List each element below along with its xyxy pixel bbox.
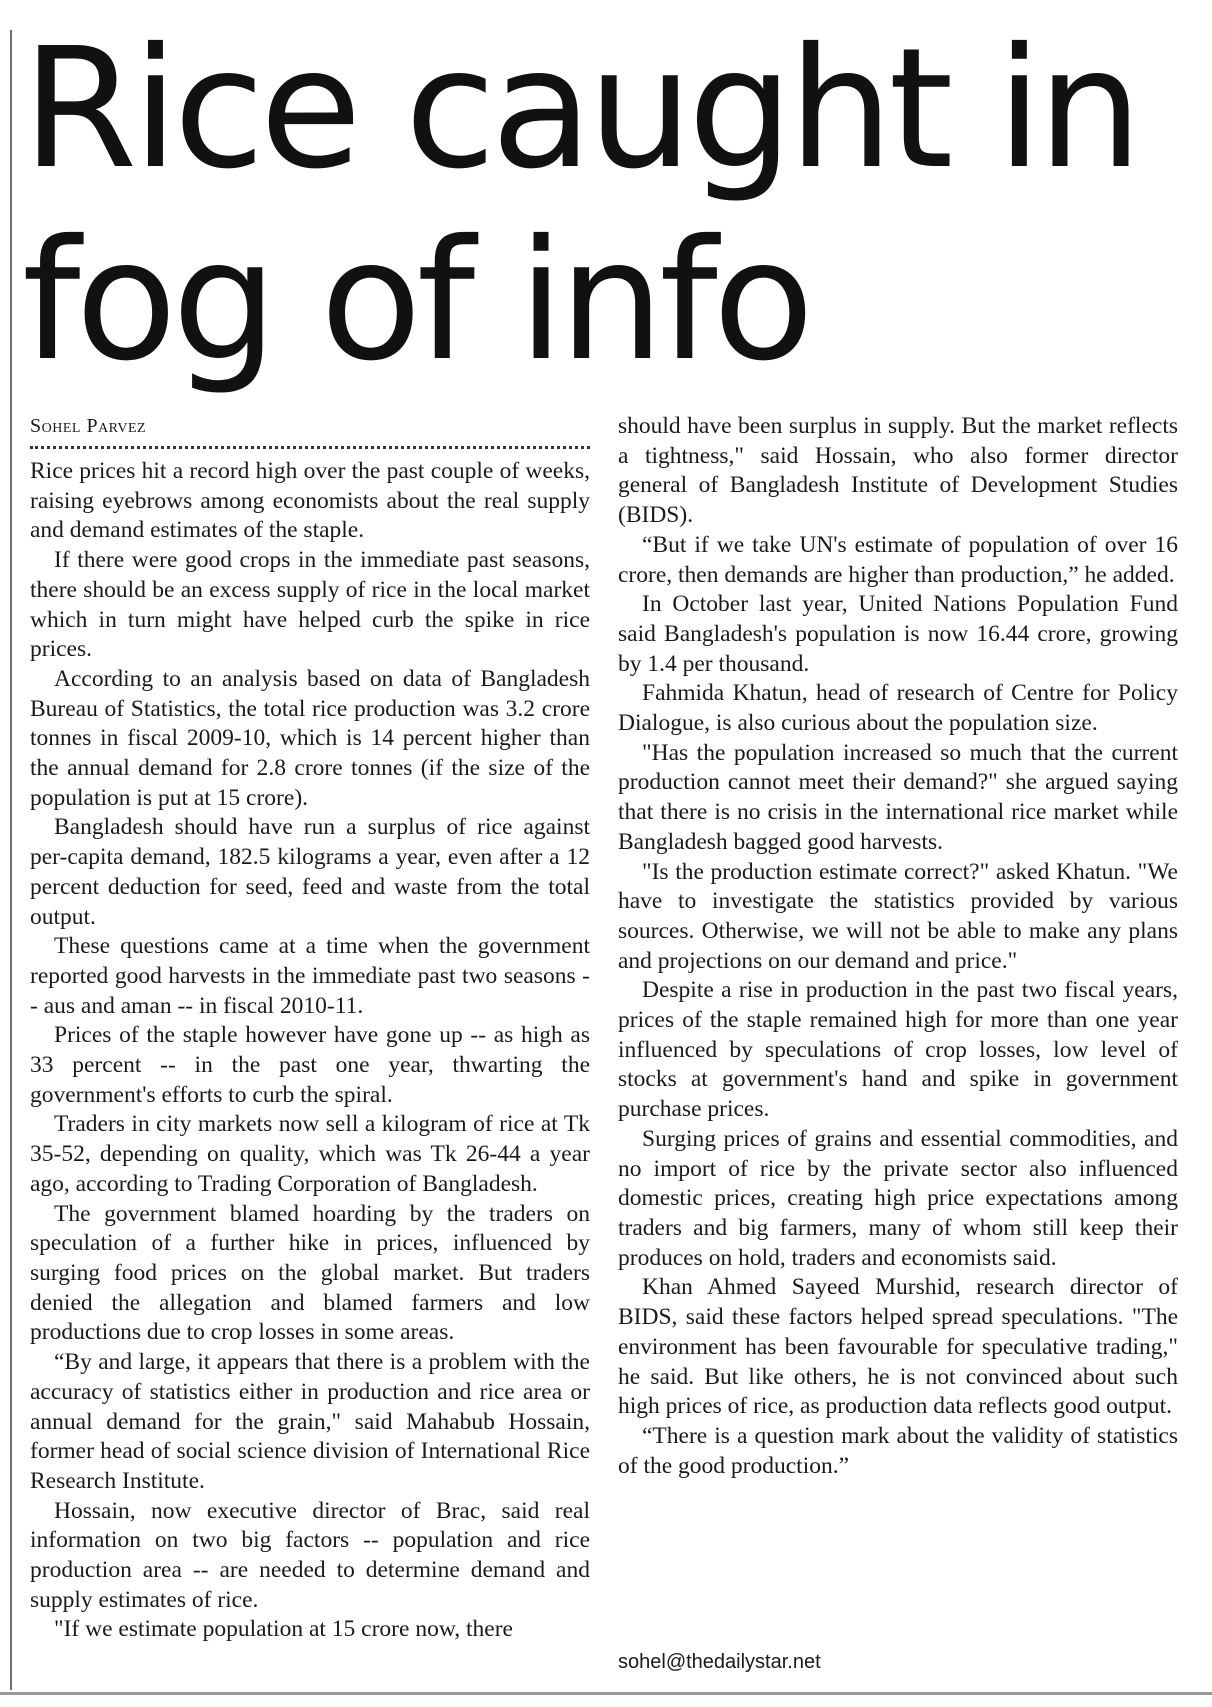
paragraph: Traders in city markets now sell a kilogram of rice at Tk 35-52, depending on quality, which was Tk 26-44 a year ago, according to Trading Corporation of Bangladesh. [30, 1111, 590, 1197]
paragraph: In October last year, United Nations Population Fund said Bangladesh's population is now 16.44 crore, growing by 1.4 per thousand. [618, 591, 1178, 677]
paragraph: These questions came at a time when the government reported good harvests in the immediate past two seasons -- aus and aman -- in fiscal 2010-11. [30, 933, 590, 1019]
paragraph: According to an analysis based on data of Bangladesh Bureau of Statistics, the total rice production was 3.2 crore tonnes in fiscal 2009-10, which is 14 percent higher than the annual demand for 2.8 crore tonnes (if the size of the population is put at 15 crore). [30, 665, 590, 811]
paragraph: “By and large, it appears that there is a problem with the accuracy of statistics either in production and rice area or annual demand for the grain," said Mahabub Hossain, former head of social science division of International Rice Research Institute. [30, 1349, 590, 1494]
paragraph: Fahmida Khatun, head of research of Centre for Policy Dialogue, is also curious about the population size. [618, 680, 1178, 737]
left-border-rule [10, 30, 12, 1690]
paragraph: Surging prices of grains and essential commodities, and no import of rice by the private sector also influenced domestic prices, creating high price expectations among traders and big farmers, many of whom still keep their produces on hold, traders and economists said. [618, 1125, 1178, 1271]
byline-divider [30, 446, 590, 449]
paragraph: The government blamed hoarding by the traders on speculation of a further hike in prices, influenced by surging food prices on the global market. But traders denied the allegation and blamed farmers and low productions due to crop losses in some areas. [30, 1200, 590, 1346]
left-column [30, 412, 590, 1645]
paragraph: “But if we take UN's estimate of population of over 16 crore, then demands are higher than production,” he added. [618, 531, 1178, 588]
paragraph: "If we estimate population at 15 crore now, there [54, 1616, 513, 1643]
paragraph: "Has the population increased so much that the current production cannot meet their demand?" she argued saying that there is no crisis in the international rice market while Bangladesh bagged good harvests. [618, 739, 1178, 855]
bottom-border-rule [0, 1692, 1212, 1695]
headline: Rice caught in fog of info [22, 13, 1138, 398]
paragraph: Hossain, now executive director of Brac, said real information on two big factors -- population and rice production area -- are needed to determine demand and supply estimates of rice. [30, 1497, 590, 1613]
paragraph: Prices of the staple however have gone up -- as high as 33 percent -- in the past one year, thwarting the government's efforts to curb the spiral. [30, 1022, 590, 1108]
paragraph: Despite a rise in production in the past two fiscal years, prices of the staple remained high for more than one year influenced by speculations of crop losses, low level of stocks at government's hand and spike in government purchase prices. [618, 977, 1178, 1123]
paragraph: Khan Ahmed Sayeed Murshid, research director of BIDS, said these factors helped spread speculations. "The environment has been favourable for speculative trading," he said. But like others, he is not convinced about such high prices of rice, as production data reflects good output. [618, 1274, 1178, 1420]
paragraph: Bangladesh should have run a surplus of rice against per-capita demand, 182.5 kilograms a year, even after a 12 percent deduction for seed, feed and waste from the total output. [30, 814, 590, 930]
paragraph: Rice prices hit a record high over the past couple of weeks, raising eyebrows among economists about the real supply and demand estimates of the staple. [30, 458, 590, 544]
byline: Sohel Parvez [30, 415, 147, 437]
author-email: sohel@thedailystar.net [618, 1651, 821, 1673]
paragraph: “There is a question mark about the validity of statistics of the good production.” [618, 1422, 1178, 1479]
paragraph: should have been surplus in supply. But the market reflects a tightness," said Hossain, who also former director general of Bangladesh Institute of Development Studies (BIDS). [618, 413, 1178, 529]
paragraph: "Is the production estimate correct?" asked Khatun. "We have to investigate the statistics provided by various sources. Otherwise, we will not be able to make any plans and projections on our demand and price." [618, 858, 1178, 974]
paragraph: If there were good crops in the immediate past seasons, there should be an excess supply of rice in the local market which in turn might have helped curb the spike in rice prices. [30, 547, 590, 663]
right-column [618, 412, 1178, 1481]
